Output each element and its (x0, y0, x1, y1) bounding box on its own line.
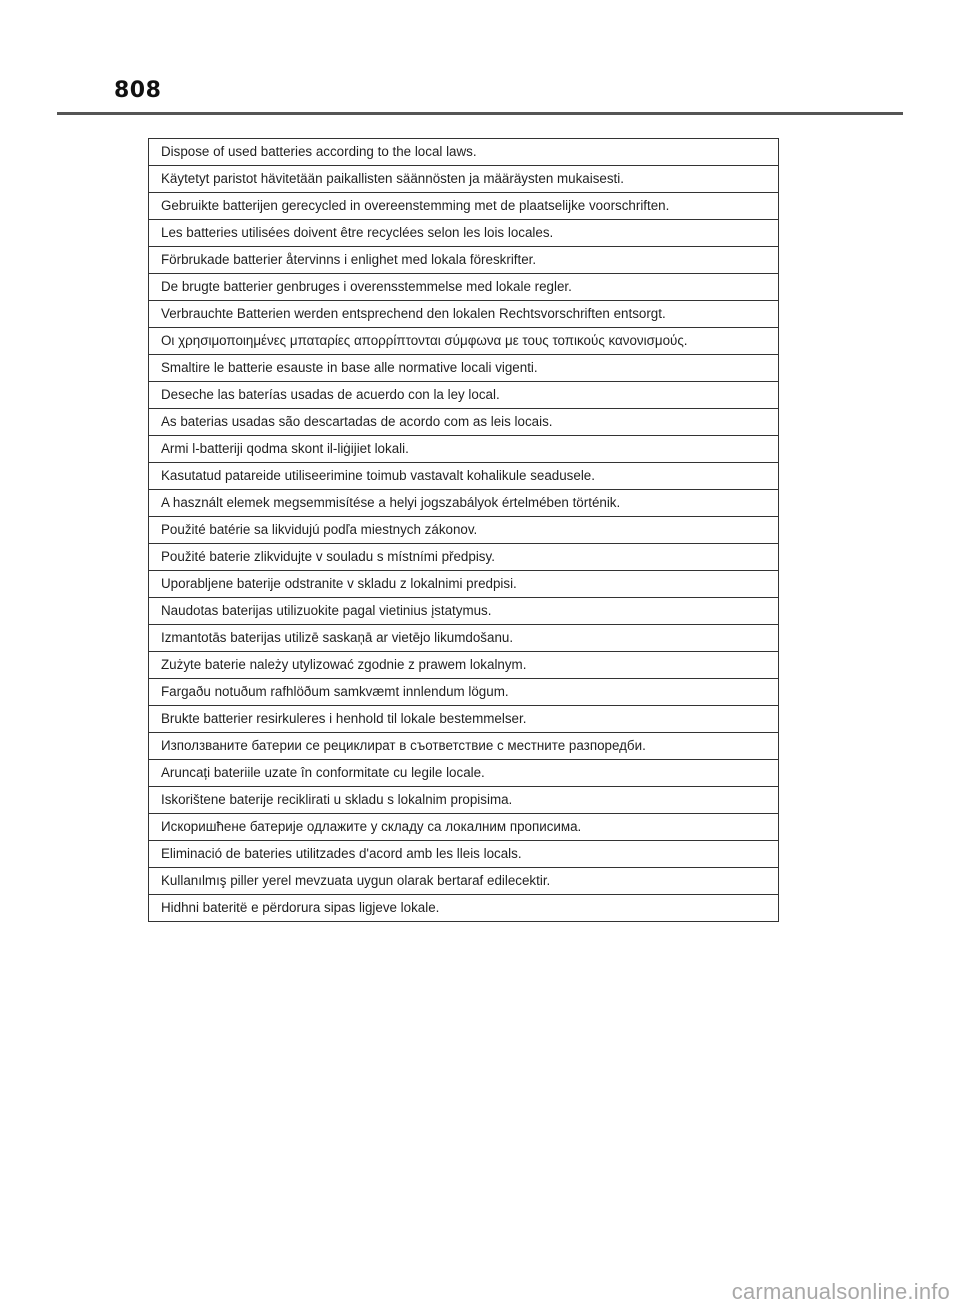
table-row (149, 895, 779, 922)
notice-english: Dispose of used batteries according to the local laws. (149, 139, 779, 166)
table-row (149, 193, 779, 220)
table-row (149, 463, 779, 490)
notice-swedish: Förbrukade batterier återvinns i enlighet med lokala föreskrifter. (149, 247, 779, 274)
notice-icelandic: Fargaðu notuðum rafhlöðum samkvæmt innlendum lögum. (149, 679, 779, 706)
notice-maltese: Armi l-batteriji qodma skont il-liġijiet lokali. (149, 436, 779, 463)
notice-dutch: Gebruikte batterijen gerecycled in overeenstemming met de plaatselijke voorschriften. (149, 193, 779, 220)
notice-slovak: Použité batérie sa likvidujú podľa miestnych zákonov. (149, 517, 779, 544)
table-row (149, 355, 779, 382)
notice-slovenian: Uporabljene baterije odstranite v skladu z lokalnimi predpisi. (149, 571, 779, 598)
notice-serbian: Искоришћене батерије одлажите у складу са локалним прописима. (149, 814, 779, 841)
table-row (149, 598, 779, 625)
notice-lithuanian: Naudotas baterijas utilizuokite pagal vietinius įstatymus. (149, 598, 779, 625)
notice-latvian: Izmantotās baterijas utilizē saskaņā ar vietējo likumdošanu. (149, 625, 779, 652)
page-number: 808 (114, 78, 162, 103)
table-row (149, 166, 779, 193)
table-row (149, 787, 779, 814)
notice-norwegian: Brukte batterier resirkuleres i henhold til lokale bestemmelser. (149, 706, 779, 733)
table-row (149, 409, 779, 436)
table-row (149, 220, 779, 247)
watermark: carmanualsonline.info (731, 1279, 950, 1304)
notice-french: Les batteries utilisées doivent être recyclées selon les lois locales. (149, 220, 779, 247)
table-row (149, 571, 779, 598)
table-row (149, 247, 779, 274)
notice-turkish: Kullanılmış piller yerel mevzuata uygun olarak bertaraf edilecektir. (149, 868, 779, 895)
notice-bulgarian: Използваните батерии се рециклират в съответствие с местните разпоредби. (149, 733, 779, 760)
notice-catalan: Eliminació de bateries utilitzades d'acord amb les lleis locals. (149, 841, 779, 868)
notice-spanish: Deseche las baterías usadas de acuerdo con la ley local. (149, 382, 779, 409)
table-row (149, 625, 779, 652)
notice-romanian: Aruncați bateriile uzate în conformitate cu legile locale. (149, 760, 779, 787)
notice-czech: Použité baterie zlikvidujte v souladu s místními předpisy. (149, 544, 779, 571)
table-row (149, 328, 779, 355)
table-row (149, 733, 779, 760)
notice-polish: Zużyte baterie należy utylizować zgodnie z prawem lokalnym. (149, 652, 779, 679)
notice-albanian: Hidhni bateritë e përdorura sipas ligjeve lokale. (149, 895, 779, 922)
notice-croatian: Iskorištene baterije reciklirati u skladu s lokalnim propisima. (149, 787, 779, 814)
table-row (149, 679, 779, 706)
table-row (149, 139, 779, 166)
table-row (149, 868, 779, 895)
table-row (149, 706, 779, 733)
header-divider (57, 112, 903, 115)
table-row (149, 814, 779, 841)
table-row (149, 760, 779, 787)
table-row (149, 301, 779, 328)
table-row (149, 517, 779, 544)
table-row (149, 382, 779, 409)
notice-italian: Smaltire le batterie esauste in base alle normative locali vigenti. (149, 355, 779, 382)
notice-german: Verbrauchte Batterien werden entsprechend den lokalen Rechtsvorschriften entsorgt. (149, 301, 779, 328)
table-row (149, 490, 779, 517)
table-row (149, 436, 779, 463)
notice-danish: De brugte batterier genbruges i overensstemmelse med lokale regler. (149, 274, 779, 301)
table-row (149, 652, 779, 679)
table-row (149, 841, 779, 868)
table-row (149, 274, 779, 301)
notice-greek: Οι χρησιμοποιημένες μπαταρίες απορρίπτονται σύμφωνα με τους τοπικούς κανονισμούς. (149, 328, 779, 355)
notice-portuguese: As baterias usadas são descartadas de acordo com as leis locais. (149, 409, 779, 436)
table-row (149, 544, 779, 571)
notice-estonian: Kasutatud patareide utiliseerimine toimub vastavalt kohalikule seadusele. (149, 463, 779, 490)
notice-hungarian: A használt elemek megsemmisítése a helyi jogszabályok értelmében történik. (149, 490, 779, 517)
notice-finnish: Käytetyt paristot hävitetään paikallisten säännösten ja määräysten mukaisesti. (149, 166, 779, 193)
battery-disposal-table (148, 138, 779, 922)
